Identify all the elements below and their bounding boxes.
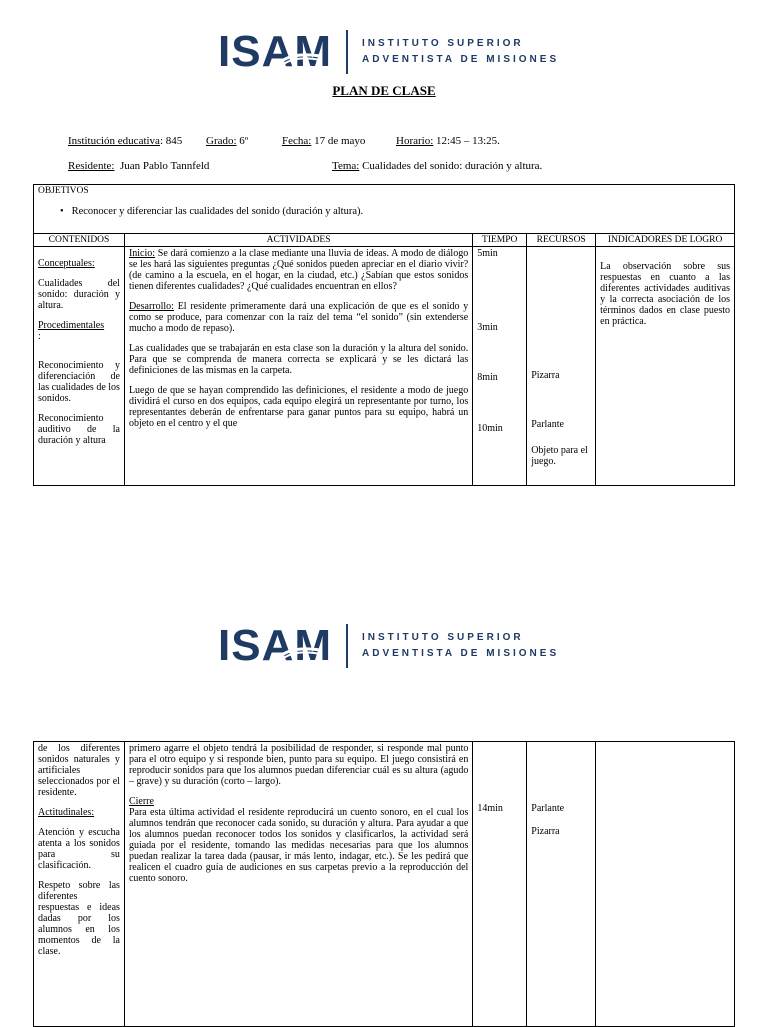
recurso-4: Parlante xyxy=(531,803,565,814)
institucion-label: Institución educativa xyxy=(68,135,160,147)
page-title: PLAN DE CLASE xyxy=(332,83,436,98)
objetivos-cell xyxy=(34,185,735,234)
logo-word-2: ISAM xyxy=(218,621,332,670)
logo-tagline-2 xyxy=(362,630,559,662)
logo-line2-2: ADVENTISTA DE MISIONES xyxy=(362,648,560,659)
residente-value: Juan Pablo Tannfeld xyxy=(119,160,210,172)
header-tiempo: TIEMPO xyxy=(473,234,527,247)
header-contenidos: CONTENIDOS xyxy=(34,234,125,247)
objetivos-row xyxy=(34,185,735,234)
logo-line1: INSTITUTO SUPERIOR xyxy=(362,38,524,49)
institucion-value: : 845 xyxy=(159,135,183,147)
cierre-text: Para esta última actividad el residente reproducirá un cuento sonoro, en el cual los alumnos tendrán que reconocer cada sonido, su duración y altura. Para ayudar a que los alumnos puedan reconocer todos los sonidos y clasificarlos, la actividad será guiada por el residente, tomando las medidas necesarias para que los alumnos puedan realizar la tarea dada (pausar, ir más lento, indagar, etc.). Se les pedirá que realicen el cuadro guía de audiciones en sus carpetas previo a la reproducción del cuento sonoro. xyxy=(128,807,469,884)
objetivos-item xyxy=(38,206,730,217)
meta-grado xyxy=(206,135,248,147)
tema-value: Cualidades del sonido: duración y altura. xyxy=(362,160,543,172)
plan-table-page1 xyxy=(33,184,735,486)
horario-value: 12:45 – 13:25. xyxy=(436,135,500,147)
recurso-1: Pizarra xyxy=(531,370,560,381)
horario-label: Horario: xyxy=(396,135,434,147)
logo-word: ISAM xyxy=(218,27,332,76)
actitudinal-2: Respeto sobre las diferentes respuestas e ideas dadas por los alumnos en los momentos de la clase. xyxy=(38,880,120,957)
conceptuales-text: Cualidades del sonido: duración y altura. xyxy=(38,278,120,311)
indicadores-cell-2 xyxy=(596,742,735,1027)
desarrollo-text: El residente primeramente dará una explicación de que es el sonido y como se produce, para comenzar con la raíz del tema “el sonido” (sin extenderse mucho a modo de repaso). xyxy=(128,301,469,334)
objetivos-item-text: Reconocer y diferenciar las cualidades del sonido (duración y altura). xyxy=(71,206,364,217)
indicadores-cell xyxy=(596,247,735,486)
procedimentales-colon: : xyxy=(38,331,41,342)
content-row-page1 xyxy=(34,247,735,486)
tiempo-cell-2 xyxy=(473,742,527,1027)
meta-tema xyxy=(332,160,542,172)
tiempo-4: 10min xyxy=(477,423,503,434)
residente-label: Residente: xyxy=(68,160,115,172)
recurso-5: Pizarra xyxy=(531,826,560,837)
procedimental-1: Reconocimiento y diferenciación de las cualidades de los sonidos. xyxy=(38,360,120,404)
bullet-icon: • xyxy=(60,206,72,217)
tiempo-3: 8min xyxy=(477,372,498,383)
logo-swoosh-icon xyxy=(280,646,320,660)
actitudinales-label: Actitudinales: xyxy=(38,807,95,818)
actividades-cell xyxy=(124,247,472,486)
meta-institucion xyxy=(68,135,182,147)
actividad-p3: Las cualidades que se trabajarán en esta clase son la duración y la altura del sonido. Para que se comprenda de manera correcta se explicará y se les dictará las definiciones de las mismas en la carpeta. xyxy=(128,343,469,376)
logo-separator xyxy=(346,30,348,74)
contenidos-cell-2 xyxy=(34,742,125,1027)
conceptuales-label: Conceptuales: xyxy=(38,258,95,269)
logo-tagline xyxy=(362,36,559,68)
plan-table-page2 xyxy=(33,741,735,1027)
tema-label: Tema: xyxy=(332,160,360,172)
tiempo-2: 3min xyxy=(477,322,498,333)
logo-wordmark-2 xyxy=(218,621,332,670)
fecha-value: 17 de mayo xyxy=(314,135,366,147)
inicio-text: Se dará comienzo a la clase mediante una lluvia de ideas. A modo de diálogo se les hará las siguientes preguntas ¿Qué sonidos pueden apreciar en el diario vivir? (de camino a la escuela, en el hogar, en la ciudad, etc.) ¿Sabían que estos sonidos tienen diferentes cualidades? ¿Qué cualidades encuentran en ellos? xyxy=(128,248,469,292)
header-row xyxy=(34,234,735,247)
recurso-3: Objeto para el juego. xyxy=(531,445,588,467)
actividad-p4: Luego de que se hayan comprendido las definiciones, el residente a modo de juego dividirá el curso en dos equipos, cada equipo elegirá un representante por turno, los representantes deberán de enfrentarse para ganar puntos para su equipo, habrá un objeto en el centro y el que xyxy=(128,385,469,429)
procedimentales-label: Procedimentales xyxy=(38,320,105,331)
desarrollo-label: Desarrollo: xyxy=(128,301,174,312)
header-actividades: ACTIVIDADES xyxy=(124,234,472,247)
meta-horario xyxy=(396,135,500,147)
content-row-page2 xyxy=(34,742,735,1027)
isam-logo-page2 xyxy=(218,621,560,670)
actividad-continuacion: primero agarre el objeto tendrá la posibilidad de responder, si responde mal punto para el otro equipo y si responde bien, punto para su equipo. El juego consistirá en reproducir sonidos para que los alumnos puedan diferenciar cuál es su altura (agudo – grave) y su duración (corto – largo). xyxy=(128,743,469,787)
grado-label: Grado: xyxy=(206,135,237,147)
logo-separator-2 xyxy=(346,624,348,668)
header-indicadores: INDICADORES DE LOGRO xyxy=(596,234,735,247)
contenidos-cell xyxy=(34,247,125,486)
logo-wordmark xyxy=(218,27,332,76)
recursos-cell xyxy=(527,247,596,486)
objetivos-heading: OBJETIVOS xyxy=(38,186,89,196)
header-recursos: RECURSOS xyxy=(527,234,596,247)
recursos-cell-2 xyxy=(527,742,596,1027)
actitudinal-1: Atención y escucha atenta a los sonidos para su clasificación. xyxy=(38,827,120,871)
tiempo-5: 14min xyxy=(477,803,503,814)
inicio-label: Inicio: xyxy=(128,248,156,259)
recurso-2: Parlante xyxy=(531,419,564,430)
procedimental-2: Reconocimiento auditivo de la duración y altura xyxy=(38,413,120,446)
tiempo-cell xyxy=(473,247,527,486)
fecha-label: Fecha: xyxy=(282,135,312,147)
contenido-continuacion: de los diferentes sonidos naturales y artificiales seleccionados por el residente. xyxy=(38,743,120,798)
tiempo-1: 5min xyxy=(477,248,498,259)
cierre-label: Cierre xyxy=(128,796,154,807)
grado-value: 6º xyxy=(239,135,249,147)
meta-residente xyxy=(68,160,209,172)
indicadores-text: La observación sobre sus respuestas en cuanto a las diferentes actividades auditivas y la correcta asociación de los términos dados en clase puesto en práctica. xyxy=(600,261,730,327)
meta-fecha xyxy=(282,135,365,147)
logo-line2: ADVENTISTA DE MISIONES xyxy=(362,54,560,65)
isam-logo xyxy=(218,27,560,76)
actividades-cell-2 xyxy=(124,742,472,1027)
logo-line1-2: INSTITUTO SUPERIOR xyxy=(362,632,524,643)
logo-swoosh-icon xyxy=(280,52,320,66)
